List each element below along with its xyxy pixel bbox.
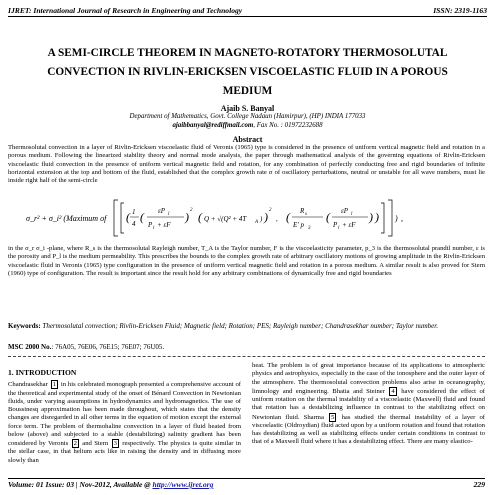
msc-label: MSC 2000 No. [8,343,52,351]
page-footer [8,478,485,489]
svg-text:,: , [401,214,403,223]
affiliation-block [20,113,475,131]
svg-text:A: A [255,220,259,225]
intro-text-5: heat. The problem is of great importance because of its applications to atmospheric physics and astrophysics, especially in the case of the ionosphere and the outer layer of the atmosphere. The thermosolutal convection problems also arise in oceanography, limnology and engineering. Bhatia and Steiner [252,362,485,395]
abstract-text-continued: in the σ_r σ_i -plane, where R_s is the thermosolutal Rayleigh number, T_A is the Taylor number, F is the viscoelasticity parameter, p_3 is the thermosolutal prandtl number, ε is the porosity and P_l is the medium permeability. This prescribes the bounds to the complex growth rate of arbitrary oscillatory motions of growing amplitude in the Rivlin-Ericksen viscoelastic fluid in Veronis (1965) type configuration in the presence of uniform vertical magnetic field and rotation in a porous medium. A similar result is also proved for Stern (1960) type of configuration. The result is important since the result hold for any arbitrary combinations of dynamically free and rigid boundaries [8,245,485,277]
introduction-heading: 1. INTRODUCTION [8,368,77,377]
footer-volume-text: Volume: 01 Issue: 03 | Nov-2012, Available @ [8,480,151,489]
left-column [8,362,241,465]
affiliation: Department of Mathematics, Govt. College Nadaun (Hamirpur), (HP) INDIA 177033 [129,113,366,120]
svg-text:(: ( [326,210,330,224]
citation-2[interactable]: 2 [73,440,77,447]
svg-text:E' p: E' p [293,221,305,229]
equation-graphic [8,197,485,239]
keywords-label: Keywords: [8,322,41,330]
intro-text-1: Chandrasekhar [8,381,48,389]
journal-link[interactable]: http://www.ijret.org [152,480,214,489]
abstract-heading: Abstract [232,135,263,144]
footer-volume [8,480,213,489]
citation-3[interactable]: 3 [113,440,117,447]
svg-text:1: 1 [132,208,136,216]
svg-text:): ) [369,210,373,224]
svg-text:R: R [300,207,305,215]
svg-text:l: l [338,226,340,231]
svg-text:(: ( [198,210,202,224]
svg-text:(: ( [286,210,290,224]
keywords-list: Thermosolutal convection; Rivlin-Ericksen Fluid; Magnetic field; Rotation; PES; Rayleigh number; Chandrasekhar number; Taylor number. [42,322,438,330]
svg-text:(: ( [126,210,130,224]
svg-text:): ) [264,210,268,224]
svg-text:l: l [351,212,353,217]
svg-text:P: P [333,221,338,229]
keywords-block [8,322,485,332]
svg-text:εP: εP [158,207,166,215]
citation-5[interactable]: 5 [331,413,335,421]
right-column [252,362,485,447]
intro-text-6: have considered the effect of uniform rotation on the thermal instability of a viscoelastic (Maxwell) fluid and found that rotation has a destabilizing influence in contrast to the stabilizing effect on Newtonian fluid. Sharma [252,387,485,421]
author-name: Ajaib S. Banyal [220,104,275,113]
svg-text:2: 2 [269,208,272,213]
svg-text:): ) [375,210,379,224]
citation-4[interactable]: 4 [391,387,395,395]
svg-text:Q + √(Q² + 4T: Q + √(Q² + 4T [204,215,247,223]
intro-text-4: respectively. The physics is quite similar in the stellar case, in that helium acts like in raising the density and in diffusing more slowly than [8,440,241,464]
msc-codes: : 76A05, 76E06, 76E15; 76E07; 76U05. [51,343,165,351]
svg-text:l: l [153,226,155,231]
running-header [8,6,487,17]
semi-circle-equation [8,197,485,239]
issn: ISSN: 2319-1163 [433,6,487,15]
svg-text:(: ( [140,210,144,224]
svg-text:3: 3 [308,226,311,231]
fax-number: , Fax No. : 01972232688 [253,121,323,129]
paper-title: A SEMI-CIRCLE THEOREM IN MAGNETO-ROTATORY THERMOSOLUTAL CONVECTION IN RIVLIN-ERICKSEN VISCOELASTIC FLUID IN A POROUS MEDIUM [47,47,448,97]
section-divider [8,356,485,357]
page-number: 229 [473,480,485,489]
svg-text:2: 2 [190,208,193,213]
journal-name: IJRET: International Journal of Research in Engineering and Technology [8,6,243,15]
svg-text:+ εF: + εF [157,221,171,229]
svg-text:s: s [305,212,307,217]
abstract-text: Thermosolutal convection in a layer of Rivlin-Ericksen viscoelastic fluid of Veronis (1965) type is considered in the presence of uniform vertical magnetic field and rotation in a porous medium. Following the linearized stability theory and normal mode analysis, the paper through mathematical analysis of the governing equations of Rivlin-Ericksen viscoelastic fluid convection in the presence of uniform vertical magnetic field and rotation, for any combination of perfectly conducting free and rigid boundaries of infinite horizontal extension at the top and bottom of the fluid, established that the complex growth rate σ of oscillatory perturbations, neutral or unstable for all wave numbers, must lie inside right half of the semi-circle [8,144,485,185]
svg-text:P: P [148,221,153,229]
equation-rhs: ) [395,214,398,223]
svg-text:l: l [168,212,170,217]
svg-text:,: , [276,215,278,223]
svg-text:+ εF: + εF [342,221,356,229]
citation-1[interactable]: 1 [52,381,57,389]
intro-text-7: has studied the thermal instability of a layer of viscoelastic (Oldroydian) fluid acted upon by a uniform rotation and found that rotation has destabilizing as well as stabilizing effects under certain conditions in contrast to that of a Maxwell fluid where it has a destabilizing effect. There are many elastico- [252,413,485,446]
svg-text:4: 4 [132,220,136,228]
intro-text-2: in his celebrated monograph presented a comprehensive account of the theoretical and experimental study of the onset of Bénard Convection in Newtonian fluids, under varying assumptions in hydrodynamics and hydromagnetics. The use of Boussinesq approximation has been made throughout, which states that the density changes are disregarded in all other terms in the equation of motion except the external force term. The problem of thermohaline convection in a layer of fluid heated from below (above) and subjected to a stable (destabilizing) salinity gradient has been considered by Veronis [8,381,241,447]
svg-text:): ) [185,210,189,224]
msc-block [8,343,164,351]
svg-text:εP: εP [341,207,349,215]
intro-text-3: and Stern [82,440,109,447]
author-email[interactable]: ajaibbanyal@rediffmail.com [172,121,254,129]
equation-lhs: σ_r² + σ_i² (Maximum of [26,214,107,223]
svg-text:): ) [260,215,263,223]
